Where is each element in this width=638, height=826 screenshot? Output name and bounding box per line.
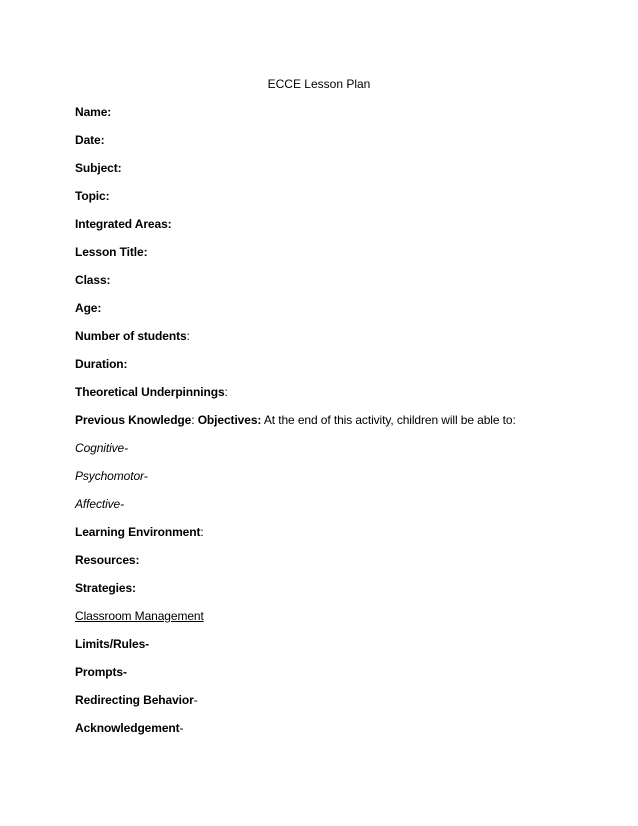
theoretical-underpinnings-label: Theoretical Underpinnings (75, 385, 225, 399)
number-of-students-colon: : (186, 329, 190, 343)
section-classroom-management: Classroom Management (75, 609, 204, 623)
field-date: Date: (75, 133, 105, 147)
field-prompts: Prompts- (75, 665, 127, 679)
field-previous-knowledge-objectives (75, 412, 516, 428)
redirecting-behavior-dash: - (193, 693, 198, 707)
field-resources: Resources: (75, 553, 140, 567)
field-limits-rules: Limits/Rules- (75, 637, 150, 651)
field-integrated-areas: Integrated Areas: (75, 217, 172, 231)
previous-knowledge-colon: : (191, 413, 198, 427)
field-subject: Subject: (75, 161, 122, 175)
field-age: Age: (75, 301, 102, 315)
number-of-students-label: Number of students (75, 329, 187, 343)
field-theoretical-underpinnings (75, 384, 228, 400)
field-class: Class: (75, 273, 111, 287)
field-number-of-students (75, 328, 190, 344)
acknowledgement-dash: - (179, 721, 184, 735)
objectives-text: At the end of this activity, children will be able to: (261, 413, 516, 427)
learning-environment-colon: : (200, 525, 204, 539)
learning-environment-label: Learning Environment (75, 525, 201, 539)
field-learning-environment (75, 524, 204, 540)
field-lesson-title: Lesson Title: (75, 245, 148, 259)
field-redirecting-behavior (75, 692, 198, 708)
objective-psychomotor: Psychomotor- (75, 469, 148, 483)
redirecting-behavior-label: Redirecting Behavior (75, 693, 194, 707)
objective-cognitive: Cognitive- (75, 441, 129, 455)
field-acknowledgement (75, 720, 183, 736)
acknowledgement-label: Acknowledgement (75, 721, 180, 735)
objective-affective: Affective- (75, 497, 125, 511)
objectives-label: Objectives: (197, 413, 262, 427)
theoretical-underpinnings-colon: : (224, 385, 228, 399)
document-title: ECCE Lesson Plan (267, 77, 371, 91)
field-duration: Duration: (75, 357, 128, 371)
field-topic: Topic: (75, 189, 110, 203)
field-name: Name: (75, 105, 112, 119)
field-strategies: Strategies: (75, 581, 136, 595)
previous-knowledge-label: Previous Knowledge (75, 413, 192, 427)
